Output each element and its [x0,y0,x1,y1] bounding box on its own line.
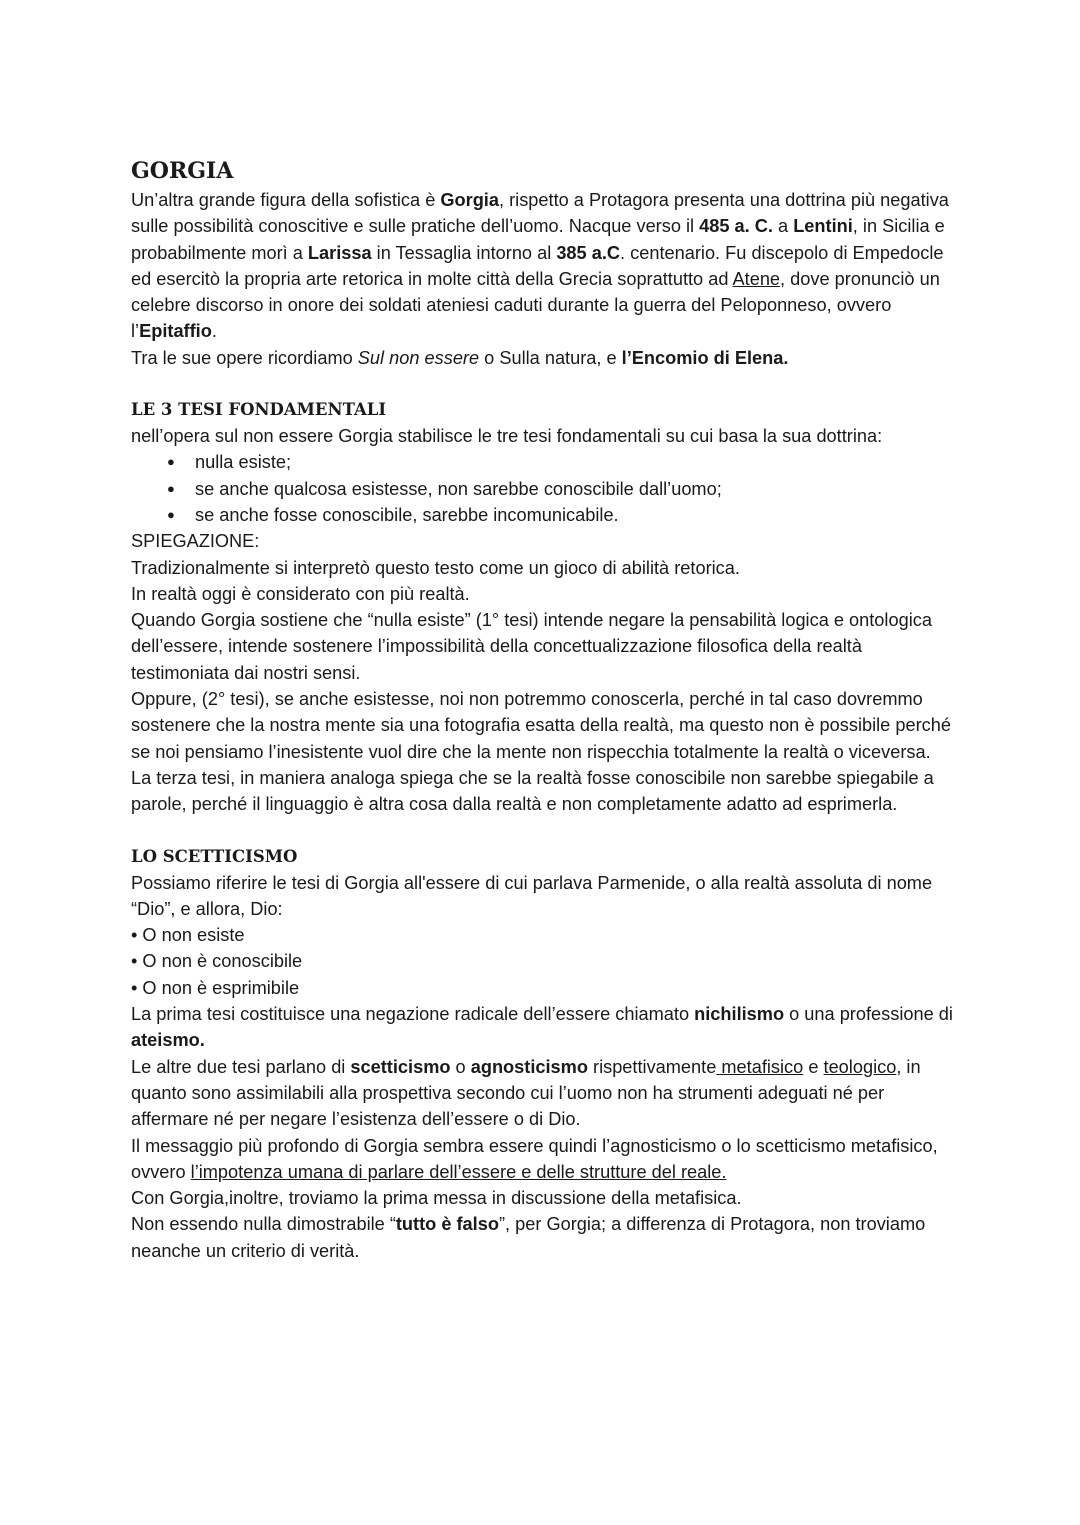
text-run: Non essendo nulla dimostrabile “ [131,1214,396,1235]
text-run: Tra le sue opere ricordiamo [131,347,358,368]
scetticismo-paragraph [131,1001,961,1054]
bold-text: 485 a. C. [699,216,773,237]
text-run: e [803,1056,824,1077]
text-run: . [211,321,217,342]
underlined-text: metafisico [716,1056,804,1077]
text-run: , rispetto a Protagora presenta una dottrina più negativa sulle possibilità conoscitive e sulle pratiche dell’uomo. Nacque verso il [131,190,949,237]
scetticismo-paragraph [131,1133,961,1186]
text-run: La prima tesi costituisce una negazione radicale dell’essere chiamato [131,1004,695,1025]
gorgia-works-paragraph [131,345,961,371]
text-run: , dove pronunciò un celebre discorso in onore dei soldati ateniesi caduti durante la guerra del Peloponneso, ovvero l’ [131,268,940,342]
text-run: a [772,216,794,237]
list-item: ● se anche qualcosa esistesse, non sarebbe conoscibile dall’uomo; [167,476,961,502]
text-run: in Tessaglia intorno al [371,242,557,263]
text-run: rispettivamente [587,1056,717,1077]
bold-text: Epitaffio [139,321,212,342]
text-run: Un’altra grande figura della sofistica è [131,190,441,210]
section-title-gorgia: GORGIA [131,158,234,184]
text-run: Con Gorgia,inoltre, troviamo la prima messa in discussione della metafisica. [131,1188,742,1209]
text-run: , in quanto sono assimilabili alla prospettiva secondo cui l’uomo non ha strumenti adeguati né per affermare né per negare l’esistenza dell’essere o di Dio. [131,1056,921,1130]
list-item: • O non è esprimibile [131,977,300,998]
list-item: • O non è conoscibile [131,951,303,972]
tesi-bullet-list [131,449,961,528]
scetticismo-paragraph [131,1054,961,1133]
text-run: Le altre due tesi parlano di [131,1056,351,1077]
list-item: • O non esiste [131,925,245,946]
underlined-text: Atene [732,268,781,289]
italic-text: Sul non essere [357,347,480,368]
bold-text: agnosticismo [470,1056,588,1077]
bold-text: l’Encomio di Elena. [621,347,789,368]
tesi-paragraph: Quando Gorgia sostiene che “nulla esiste” (1° tesi) intende negare la pensabilità logica e ontologica dell’essere, intende sostenere l’impossibilità della concettualizzazione filosofica della realtà testimoniata dai nostri sensi. [131,610,932,683]
bold-text: 385 a.C [556,242,621,263]
list-item: ● se anche fosse conoscibile, sarebbe incomunicabile. [167,502,961,528]
scetticismo-intro-paragraph: Possiamo riferire le tesi di Gorgia all'essere di cui parlava Parmenide, o alla realtà assoluta di nome “Dio”, e allora, Dio: [131,872,933,919]
underlined-text: teologico [823,1056,897,1077]
tesi-intro-paragraph: nell’opera sul non essere Gorgia stabilisce le tre tesi fondamentali su cui basa la sua dottrina: [131,426,883,447]
scetticismo-paragraph [131,1185,961,1211]
bold-text: scetticismo [350,1056,451,1077]
text-run: . centenario. Fu discepolo di Empedocle ed esercitò la propria arte retorica in molte città della Grecia soprattutto ad [131,242,944,289]
bold-text: Gorgia [440,190,499,210]
section-title-tesi: LE 3 TESI FONDAMENTALI [131,400,387,420]
underlined-text: l’impotenza umana di parlare dell’essere e delle strutture del reale. [190,1161,727,1182]
spiegazione-label: SPIEGAZIONE: [131,531,260,552]
text-run: ”, per Gorgia; a differenza di Protagora, non troviamo neanche un criterio di verità. [131,1214,926,1261]
text-run: o Sulla natura, e [479,347,622,368]
tesi-paragraph: Tradizionalmente si interpretò questo testo come un gioco di abilità retorica. [131,557,740,578]
tesi-paragraph: La terza tesi, in maniera analoga spiega che se la realtà fosse conoscibile non sarebbe spiegabile a parole, perché il linguaggio è altra cosa dalla realtà e non completamente adatto ad esprimerla. [131,767,934,815]
bold-text: Larissa [307,242,372,263]
text-run: Il messaggio più profondo di Gorgia sembra essere quindi l’agnosticismo o lo scetticismo metafisico, ovvero [131,1135,938,1182]
text-run: o una professione di [784,1004,953,1025]
tesi-paragraph: In realtà oggi è considerato con più realtà. [131,583,470,604]
gorgia-intro-paragraph [131,187,961,345]
scetticismo-paragraph [131,1211,961,1264]
text-run: , in Sicilia e probabilmente morì a [131,216,945,263]
tesi-paragraph: Oppure, (2° tesi), se anche esistesse, noi non potremmo conoscerla, perché in tal caso dovremmo sostenere che la nostra mente sia una fotografia esatta della realtà, ma questo non è possibile perché se noi pensiamo l’inesistente vuol dire che la mente non rispecchia totalmente la realtà o viceversa. [131,689,951,762]
section-title-scetticismo: LO SCETTICISMO [131,846,298,866]
bold-text: Lentini [793,216,853,237]
bold-text: tutto è falso [395,1214,499,1235]
document-page [131,157,961,1264]
scetticismo-list [131,922,961,1001]
text-run: o [450,1056,471,1077]
bold-text: ateismo. [131,1030,205,1051]
bold-text: nichilismo [694,1004,785,1025]
list-item: ● nulla esiste; [167,449,961,475]
